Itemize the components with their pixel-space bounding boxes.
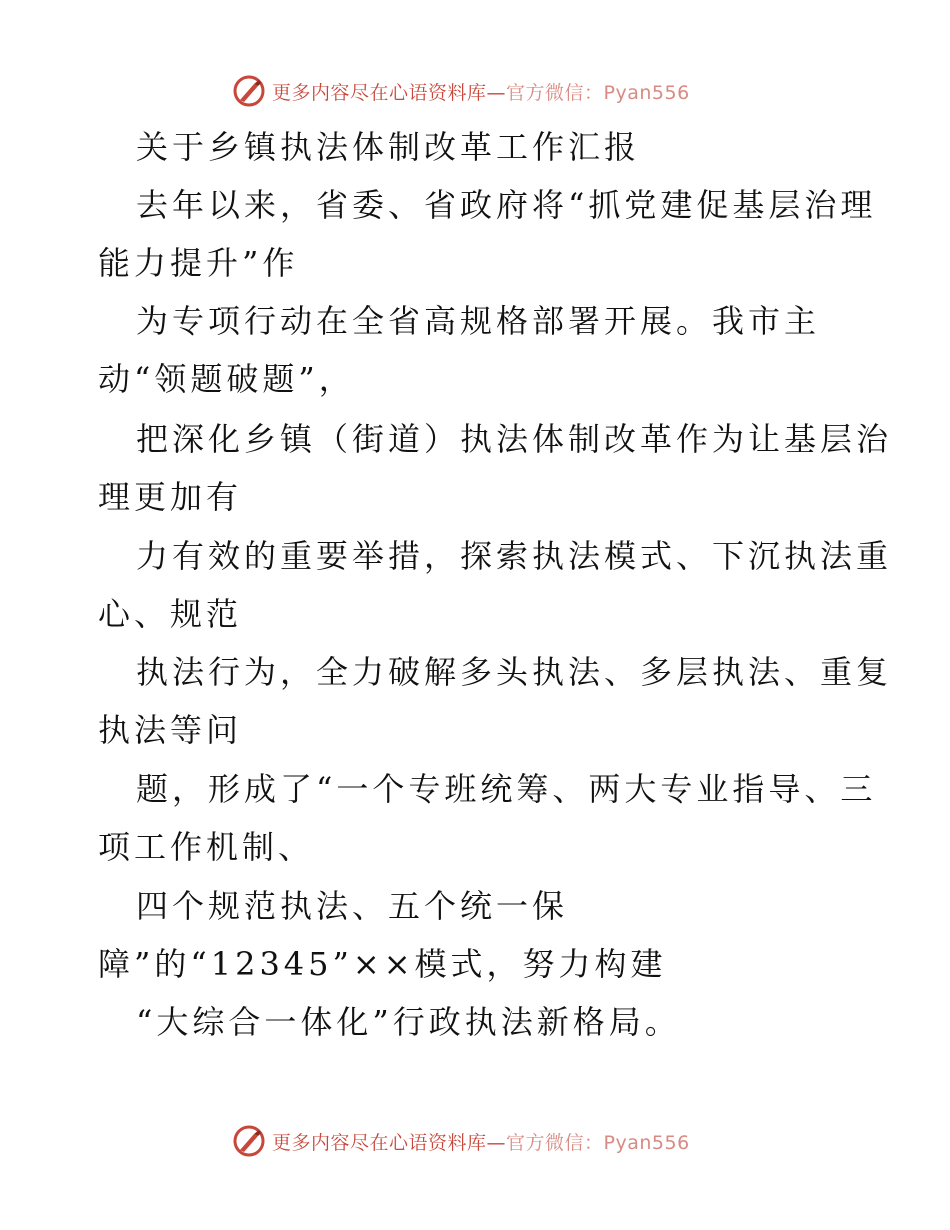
paragraph-line: 题，形成了“一个专班统筹、两大专业指导、三	[136, 770, 877, 808]
paragraph-line: 执法行为，全力破解多头执法、多层执法、重复	[136, 653, 893, 691]
footer-banner	[232, 1122, 690, 1160]
paragraph-line: “大综合一体化”行政执法新格局。	[136, 1003, 681, 1041]
paragraph-line: 理更加有	[98, 478, 243, 516]
paragraph-line: 把深化乡镇（街道）执法体制改革作为让基层治	[136, 420, 893, 458]
paragraph-line: 四个规范执法、五个统一保	[136, 887, 569, 925]
paragraph-line: 去年以来，省委、省政府将“抓党建促基层治理	[136, 186, 877, 224]
pen-logo-icon	[232, 74, 266, 108]
document-title: 关于乡镇执法体制改革工作汇报	[136, 128, 641, 166]
footer-banner-text: 更多内容尽在心语资料库—官方微信：Pyan556	[272, 1131, 690, 1154]
header-banner-text: 更多内容尽在心语资料库—官方微信：Pyan556	[272, 81, 690, 104]
paragraph-line: 障”的“12345”××模式，努力构建	[98, 945, 667, 983]
header-banner	[232, 72, 690, 110]
paragraph-line: 执法等问	[98, 711, 243, 749]
paragraph-line: 动“领题破题”，	[98, 360, 355, 398]
paragraph-line: 为专项行动在全省高规格部署开展。我市主	[136, 302, 821, 340]
pen-logo-icon	[232, 1124, 266, 1158]
paragraph-line: 心、规范	[98, 595, 243, 633]
footer-wechat: 官方微信：Pyan556	[506, 1131, 690, 1154]
header-wechat: 官方微信：Pyan556	[506, 81, 690, 104]
paragraph-line: 力有效的重要举措，探索执法模式、下沉执法重	[136, 537, 893, 575]
paragraph-line: 能力提升”作	[98, 244, 299, 282]
paragraph-line: 项工作机制、	[98, 828, 315, 866]
